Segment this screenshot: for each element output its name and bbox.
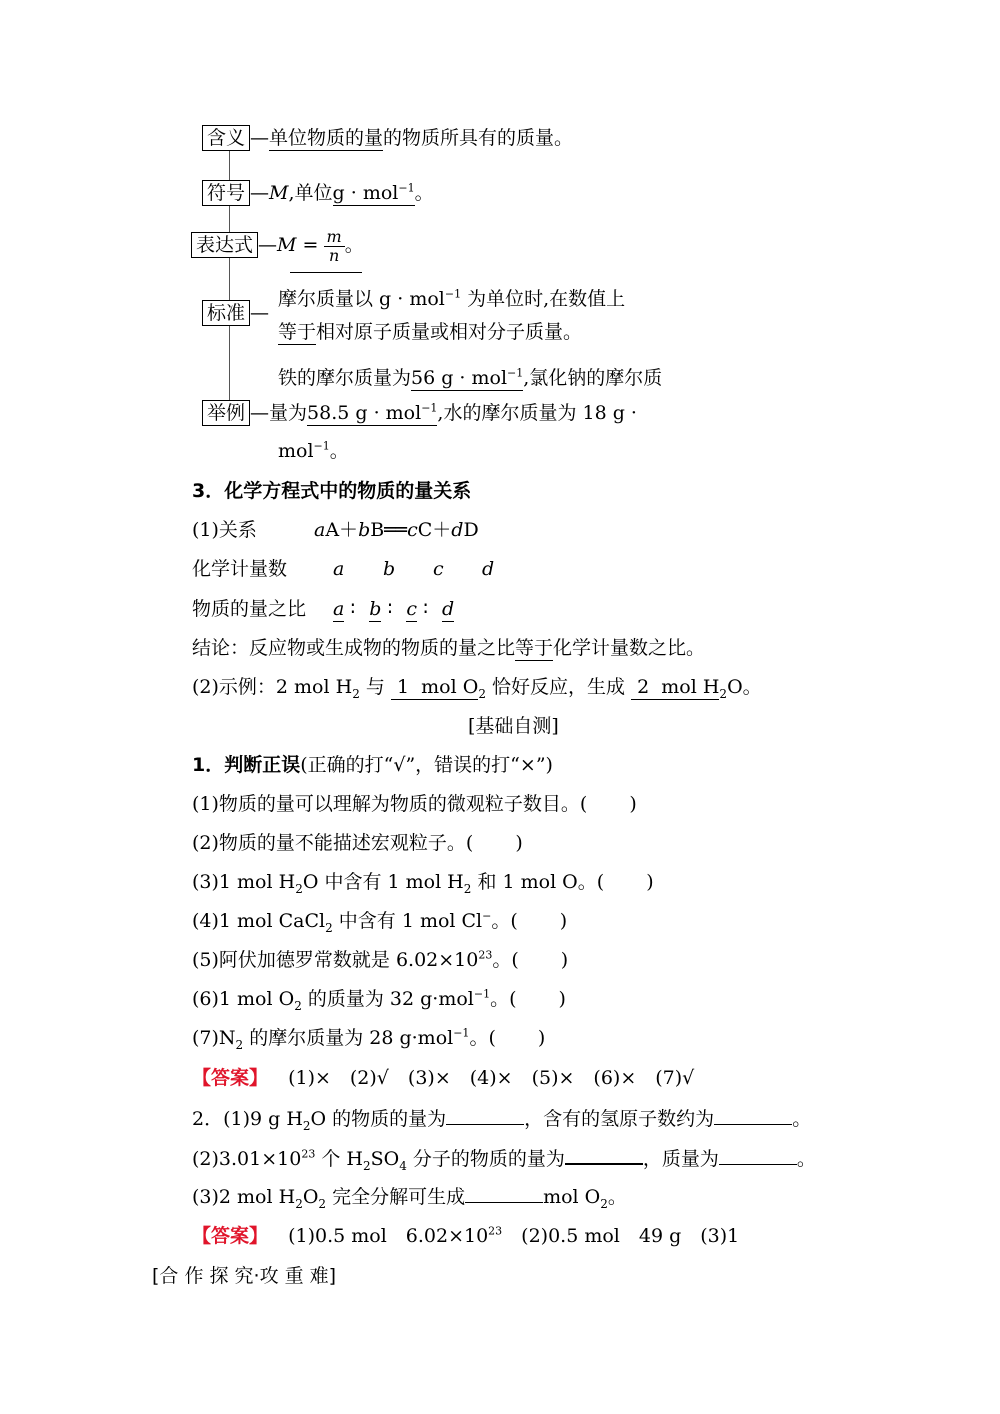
answer-label-1: 【答案】 (192, 1067, 269, 1089)
map-example-line3 (278, 439, 349, 463)
q1-item-1-text: (1)物质的量可以理解为物质的微观粒子数目。( (192, 793, 588, 815)
map-label-example: 举例 (202, 400, 250, 426)
q2-2-c: SO (370, 1148, 400, 1170)
example-line3-sup: −1 (313, 439, 330, 453)
q2-3-e: 。 (607, 1186, 627, 1208)
relation-row (192, 518, 257, 542)
q1-item-7-sup: −1 (453, 1026, 470, 1040)
q1-item-2 (192, 831, 523, 855)
ratio-d: d (442, 598, 455, 620)
example-line: (2)示例：2 mol $H_2$ 与 1 mol $O_2$ 恰好反应，生成 2 mol $H_2O$。 (192, 676, 762, 701)
example-b: 与 (359, 676, 391, 698)
example-line1-underlined (411, 367, 523, 391)
q1-item-4-b: 中含有 1 mol Cl (332, 910, 483, 932)
q2-3-blank[interactable] (465, 1184, 543, 1203)
q1-item-3-c: 和 1 mol O。( (471, 871, 605, 893)
q1-item-2-text: (2)物质的量不能描述宏观粒子。( (192, 832, 474, 854)
example-line3-end: 。 (329, 440, 349, 462)
ratio-c: c (406, 598, 418, 620)
footer-section-title: [合 作 探 究·攻 重 难] (152, 1265, 337, 1287)
map-symbol-end: 。 (414, 182, 434, 204)
q1-item-6-b: 的质量为 32 g·mol (301, 988, 474, 1010)
self-test-title: [基础自测] (468, 715, 559, 737)
map-symbol-M: M (269, 182, 289, 204)
q1-item-6-close: ) (558, 988, 566, 1010)
q1-item-3: (3)1 mol $H_2O$ 中含有 1 mol $H_2$ 和 1 mol O。( ) (192, 871, 654, 896)
q1-item-6-a: (6)1 mol O (192, 988, 295, 1010)
map-expression-underline (290, 272, 362, 273)
example-u2: 2 (637, 676, 650, 698)
q1-item-1 (192, 792, 637, 816)
example-line2-sup: −1 (421, 401, 438, 415)
q2-answer-b: (2)0.5 mol 49 g (3)1 (502, 1225, 740, 1247)
q2-line-2: $(2)3.01\times 10^{23}$ 个 $H_2SO_4$ 分子的物质的量为 ，质量为 。 (192, 1145, 816, 1171)
map-label-expression: 表达式 (191, 232, 258, 258)
example-line2-u-text: 58.5 g · mol (307, 402, 422, 424)
standard-line1-text: 摩尔质量以 g · mol (278, 288, 445, 310)
map-item-meaning: 含义 —单位物质的量的物质所具有的质量。 (202, 125, 573, 151)
example-line3-text: mol (278, 440, 314, 462)
q2-2-b: 个 H (315, 1148, 363, 1170)
map-meaning-underlined: 单位物质的量 (269, 127, 384, 149)
q1-item-3-close: ) (646, 871, 654, 893)
q2-answer-a: (1)0.5 mol 6.02×10 (288, 1225, 489, 1247)
q1-item-7-a: (7)N (192, 1027, 236, 1049)
ratio-row-label: 物质的量之比 (192, 598, 307, 620)
q1-item-4-c: 。( (491, 910, 518, 932)
q1-item-5-close: ) (560, 949, 569, 971)
example-blank-2 (631, 676, 719, 700)
q1-item-6-c: 。( (490, 988, 517, 1010)
q1-item-3-a: (3)1 mol H (192, 871, 296, 893)
q1-item-5-sup: 23 (478, 948, 493, 962)
standard-line2-underlined: 等于 (278, 321, 317, 343)
ratio-colon-1: ∶ (350, 598, 356, 620)
example-c: mol O (415, 676, 479, 698)
q2-1-b: O 的物质的量为 (310, 1108, 447, 1130)
example-line2-a: 量为 (269, 402, 308, 424)
conclusion-underlined: 等于 (515, 637, 554, 659)
map-expression-left: M = (277, 234, 319, 256)
q2-answer (192, 1224, 739, 1248)
q1-item-1-close: ) (629, 793, 637, 815)
map-label-symbol: 符号 (202, 180, 250, 206)
standard-line2-rest: 相对原子质量或相对分子质量。 (316, 321, 583, 343)
q1-answer-text: (1)× (2)√ (3)× (4)× (5)× (6)× (7)√ (288, 1067, 695, 1089)
q2-2-d: 分子的物质的量为 (406, 1148, 565, 1170)
q2-2-sup: 23 (301, 1147, 316, 1161)
q1-item-5 (192, 948, 568, 972)
map-item-expression: 表达式 —M = $\frac{m}{n}$ 。 (191, 228, 364, 265)
standard-line1-sup: −1 (444, 287, 462, 301)
map-symbol-unit-sup: −1 (398, 181, 415, 195)
q2-answer-text (288, 1225, 739, 1247)
q2-1-c: ，含有的氢原子数约为 (524, 1108, 715, 1130)
map-label-meaning: 含义 (202, 125, 250, 151)
q2-3-c: 完全分解可生成 (326, 1186, 466, 1208)
coef-d: d (482, 558, 495, 580)
q1-item-3-b: O 中含有 1 mol H (302, 871, 464, 893)
q1-item-4-close: ) (559, 910, 568, 932)
example-a: (2)示例：2 mol H (192, 676, 353, 698)
map-item-example: 举例 —量为58.5 g · mol$^{-1}$,水的摩尔质量为 18 g · (202, 400, 637, 426)
q2-1-d: 。 (792, 1108, 812, 1130)
q1-item-4-sup: − (482, 909, 492, 923)
q1-title-bold: 1．判断正误 (192, 754, 301, 776)
ratio-b: b (369, 598, 382, 620)
q1-item-4: (4)1 mol CaCl$_2$ 中含有 1 mol Cl−。( ) (192, 909, 568, 935)
q1-title (192, 753, 553, 777)
map-expression-fraction (324, 228, 345, 265)
q2-2-blank-2[interactable] (719, 1146, 797, 1165)
coef-a: a (333, 558, 345, 580)
example-line1-a: 铁的摩尔质量为 (278, 367, 412, 389)
coef-c: c (433, 558, 444, 580)
relation-label: (1)关系 (192, 519, 257, 541)
q1-item-2-close: ) (515, 832, 523, 854)
q1-answer (192, 1066, 694, 1090)
example-blank-1 (391, 676, 478, 700)
q1-item-7: $(7)N_2$ 的摩尔质量为 28 g·mol$^{-1}$。( ) (192, 1026, 546, 1052)
ratio-colon-2: ∶ (387, 598, 393, 620)
q2-line-3: (3)2 mol $H_2O_2$ 完全分解可生成 mol $O_2$。 (192, 1186, 627, 1211)
map-standard-line2 (278, 320, 582, 344)
map-label-standard: 标准 (202, 300, 250, 326)
fraction-numerator: m (324, 228, 345, 247)
answer-label-2: 【答案】 (192, 1225, 269, 1247)
q2-2-blank-1[interactable] (565, 1145, 643, 1165)
map-standard-line1 (278, 287, 625, 311)
map-example-line1 (278, 366, 662, 390)
coef-b: b (383, 558, 396, 580)
map-item-standard: 标准 — (202, 300, 269, 326)
ratio-colon-3: ∶ (423, 598, 429, 620)
q2-3-a: (3)2 mol H (192, 1186, 296, 1208)
example-d: 恰好反应，生成 (485, 676, 632, 698)
map-symbol-sep: ,单位 (288, 182, 333, 204)
map-item-symbol: 符号 —M,单位g · mol$^{-1}$。 (202, 180, 434, 206)
relation-equation: aA＋bB══cC＋dD (314, 519, 479, 541)
conclusion (192, 636, 705, 660)
map-expression-end: 。 (344, 234, 364, 256)
example-line1-u-text: 56 g · mol (411, 367, 508, 389)
q2-2-f: 。 (796, 1148, 816, 1170)
q2-1-blank-1[interactable] (446, 1106, 524, 1125)
example-line1-b: ,氯化钠的摩尔质 (523, 367, 663, 389)
q1-item-7-close: ) (537, 1027, 546, 1049)
fraction-denominator: n (328, 246, 340, 265)
example-line2-b: ,水的摩尔质量为 18 g · (437, 402, 637, 424)
example-u1: 1 (396, 676, 410, 698)
map-meaning-rest: 的物质所具有的质量。 (383, 127, 574, 149)
q2-2-e: ，质量为 (642, 1148, 719, 1170)
map-symbol-unit-text: g · mol (332, 182, 399, 204)
q1-item-7-b: 的摩尔质量为 28 g·mol (243, 1027, 454, 1049)
q1-item-5-a: (5)阿伏加德罗常数就是 6.02×10 (192, 949, 479, 971)
q2-1-blank-2[interactable] (714, 1106, 792, 1125)
ratio-a: a (333, 598, 345, 620)
example-line2-underlined (307, 402, 437, 426)
q1-item-5-c: 。( (492, 949, 519, 971)
q1-item-6-sup: −1 (473, 987, 491, 1001)
q2-3-b: O (302, 1186, 319, 1208)
example-line1-sup: −1 (507, 366, 524, 380)
q2-line-1: 2．(1)9 g $H_2O$ 的物质的量为 ，含有的氢原子数约为 。 (192, 1108, 812, 1133)
conclusion-b: 化学计量数之比。 (553, 637, 706, 659)
coef-row-label: 化学计量数 (192, 558, 288, 580)
standard-line1-rest: 为单位时,在数值上 (461, 288, 626, 310)
q1-item-7-c: 。( (469, 1027, 496, 1049)
conclusion-a: 结论：反应物或生成物的物质的量之比 (192, 637, 516, 659)
ratio-values (333, 597, 454, 621)
q2-3-d: mol O (543, 1186, 601, 1208)
example-f: O。 (727, 676, 762, 698)
q1-item-6: (6)1 mol $O_2$ 的质量为 32 g·mol$^{-1}$。( ) (192, 987, 566, 1013)
q2-1-a: 2．(1)9 g H (192, 1108, 303, 1130)
q1-title-rest: (正确的打“√”，错误的打“×”) (300, 754, 553, 776)
map-symbol-unit (333, 182, 415, 206)
q2-answer-sup: 23 (488, 1224, 503, 1238)
example-e: mol H (655, 676, 720, 698)
section3-heading: 3．化学方程式中的物质的量关系 (192, 480, 472, 502)
q1-item-4-a: (4)1 mol CaCl (192, 910, 326, 932)
q2-2-a: (2)3.01×10 (192, 1148, 302, 1170)
